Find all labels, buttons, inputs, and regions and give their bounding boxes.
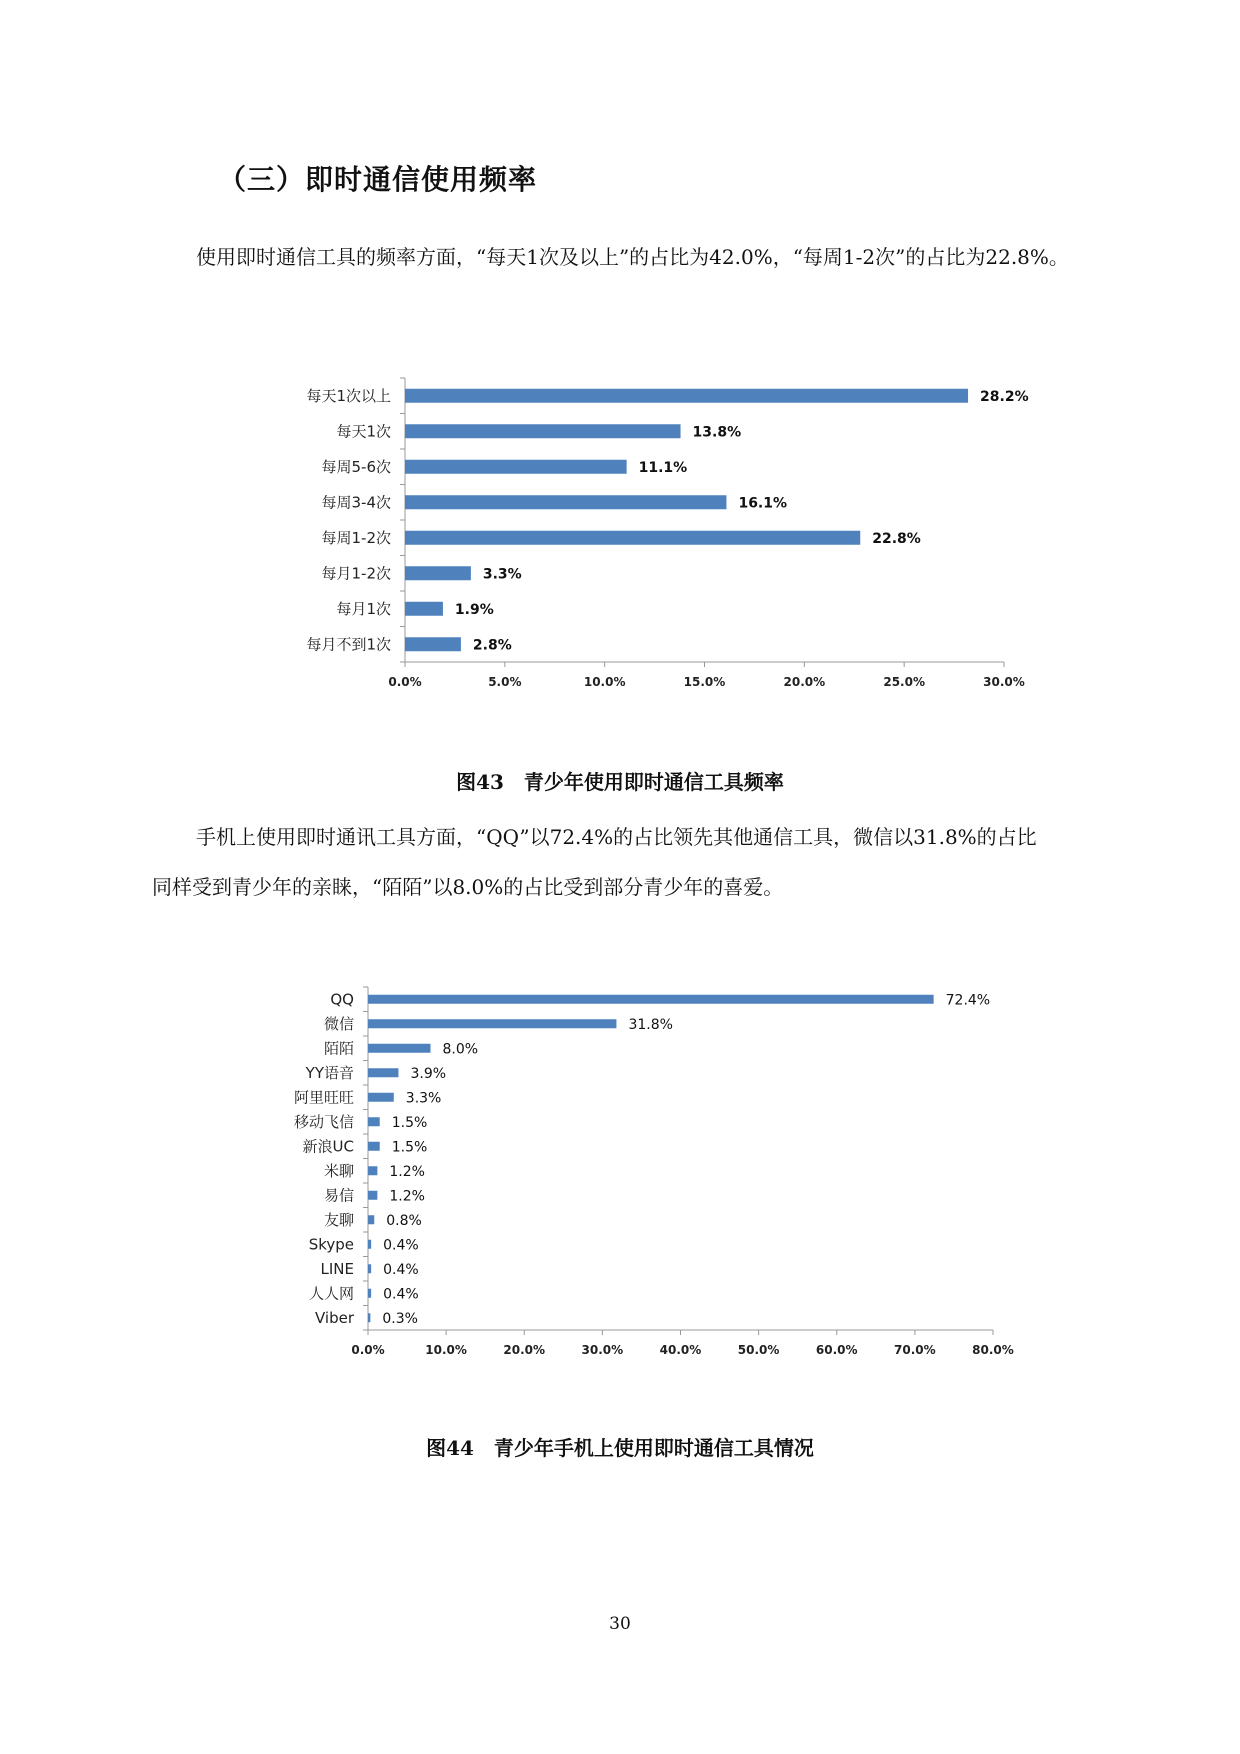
freq-x-tick-label: 15.0% bbox=[683, 675, 726, 689]
tool-bar bbox=[368, 1240, 371, 1249]
tool-value-label: 1.2% bbox=[389, 1163, 425, 1180]
tool-category-label: 米聊 bbox=[323, 1161, 354, 1180]
paragraph-mobile-tools-line1: 手机上使用即时通讯工具方面，“QQ”以72.4%的占比领先其他通信工具，微信以31.8%的占比 bbox=[196, 825, 1037, 849]
tool-category-label: 阿里旺旺 bbox=[293, 1088, 354, 1107]
freq-bar bbox=[405, 389, 968, 403]
mobile-tools-bar-chart bbox=[0, 980, 1240, 1370]
freq-bar bbox=[405, 495, 726, 509]
tool-category-label: 人人网 bbox=[308, 1284, 354, 1303]
tool-value-label: 0.4% bbox=[383, 1237, 419, 1254]
tool-category-label: LINE bbox=[320, 1259, 354, 1278]
freq-bar bbox=[405, 460, 627, 474]
freq-value-label: 16.1% bbox=[738, 495, 788, 512]
tool-x-tick-label: 0.0% bbox=[351, 1343, 385, 1357]
freq-value-label: 3.3% bbox=[482, 566, 522, 583]
tool-bar bbox=[368, 1215, 374, 1224]
tool-bar bbox=[368, 1313, 370, 1322]
freq-category-label: 每周3-4次 bbox=[321, 493, 391, 512]
section-heading: （三）即时通信使用频率 bbox=[218, 163, 538, 196]
freq-category-label: 每月1-2次 bbox=[321, 564, 391, 583]
tool-value-label: 31.8% bbox=[628, 1016, 673, 1033]
freq-value-label: 1.9% bbox=[454, 601, 494, 618]
tool-category-label: YY语音 bbox=[305, 1063, 354, 1082]
tool-x-tick-label: 10.0% bbox=[425, 1343, 467, 1357]
tool-category-label: Viber bbox=[314, 1308, 354, 1327]
freq-bar bbox=[405, 637, 461, 651]
tool-bar bbox=[368, 995, 934, 1004]
figure-43-caption: 图43 青少年使用即时通信工具频率 bbox=[456, 770, 784, 794]
freq-value-label: 11.1% bbox=[638, 459, 688, 476]
tool-category-label: Skype bbox=[308, 1235, 354, 1254]
paragraph-mobile-tools-line2: 同样受到青少年的亲睐，“陌陌”以8.0%的占比受到部分青少年的喜爱。 bbox=[152, 875, 784, 899]
figure-44-caption: 图44 青少年手机上使用即时通信工具情况 bbox=[426, 1436, 814, 1460]
paragraph-frequency: 使用即时通信工具的频率方面，“每天1次及以上”的占比为42.0%，“每周1-2次”的占比为22.8%。 bbox=[196, 245, 1069, 269]
freq-bar bbox=[405, 602, 443, 616]
freq-category-label: 每月1次 bbox=[336, 599, 391, 618]
freq-bar bbox=[405, 424, 681, 438]
tool-category-label: 友聊 bbox=[323, 1210, 354, 1229]
tool-value-label: 72.4% bbox=[945, 992, 991, 1009]
tool-bar bbox=[368, 1093, 394, 1102]
freq-x-tick-label: 5.0% bbox=[488, 675, 522, 689]
tool-x-tick-label: 40.0% bbox=[659, 1343, 702, 1357]
tool-value-label: 8.0% bbox=[442, 1041, 479, 1058]
freq-category-label: 每天1次 bbox=[336, 422, 391, 441]
tool-bar bbox=[368, 1117, 380, 1126]
tool-bar bbox=[368, 1191, 377, 1200]
tool-bar bbox=[368, 1264, 371, 1273]
freq-category-label: 每周1-2次 bbox=[321, 528, 391, 547]
tool-category-label: QQ bbox=[330, 990, 354, 1009]
tool-bar bbox=[368, 1044, 431, 1053]
freq-x-tick-label: 25.0% bbox=[883, 675, 925, 689]
tool-bar bbox=[368, 1166, 377, 1175]
tool-x-tick-label: 70.0% bbox=[894, 1343, 936, 1357]
tool-category-label: 移动飞信 bbox=[293, 1112, 354, 1131]
frequency-bar-chart bbox=[0, 360, 1240, 700]
tool-value-label: 0.8% bbox=[386, 1212, 422, 1229]
tool-category-label: 微信 bbox=[323, 1014, 354, 1033]
tool-x-tick-label: 30.0% bbox=[581, 1343, 624, 1357]
tool-category-label: 易信 bbox=[323, 1186, 354, 1205]
tool-value-label: 3.3% bbox=[405, 1090, 442, 1107]
tool-value-label: 0.3% bbox=[382, 1310, 418, 1327]
freq-category-label: 每天1次以上 bbox=[306, 386, 391, 405]
freq-value-label: 22.8% bbox=[872, 530, 921, 547]
tool-bar bbox=[368, 1019, 616, 1028]
tool-value-label: 3.9% bbox=[410, 1065, 447, 1082]
tool-value-label: 1.5% bbox=[391, 1139, 428, 1156]
tool-x-tick-label: 80.0% bbox=[972, 1343, 1014, 1357]
tool-value-label: 0.4% bbox=[383, 1261, 419, 1278]
tool-value-label: 1.5% bbox=[391, 1114, 428, 1131]
tool-x-tick-label: 50.0% bbox=[737, 1343, 780, 1357]
freq-value-label: 13.8% bbox=[692, 424, 742, 441]
tool-value-label: 0.4% bbox=[383, 1286, 419, 1303]
tool-value-label: 1.2% bbox=[389, 1188, 425, 1205]
page-number: 30 bbox=[609, 1614, 631, 1634]
tool-x-tick-label: 60.0% bbox=[815, 1343, 858, 1357]
tool-bar bbox=[368, 1068, 398, 1077]
freq-x-tick-label: 20.0% bbox=[783, 675, 826, 689]
tool-bar bbox=[368, 1142, 380, 1151]
freq-category-label: 每月不到1次 bbox=[306, 635, 391, 654]
tool-x-tick-label: 20.0% bbox=[503, 1343, 546, 1357]
freq-bar bbox=[405, 531, 860, 545]
freq-x-tick-label: 30.0% bbox=[983, 675, 1025, 689]
freq-x-tick-label: 0.0% bbox=[388, 675, 422, 689]
freq-category-label: 每周5-6次 bbox=[321, 457, 391, 476]
freq-bar bbox=[405, 566, 471, 580]
freq-value-label: 28.2% bbox=[980, 388, 1029, 405]
tool-category-label: 陌陌 bbox=[323, 1039, 354, 1058]
tool-bar bbox=[368, 1289, 371, 1298]
tool-category-label: 新浪UC bbox=[302, 1137, 354, 1156]
freq-value-label: 2.8% bbox=[472, 637, 512, 654]
freq-x-tick-label: 10.0% bbox=[583, 675, 626, 689]
